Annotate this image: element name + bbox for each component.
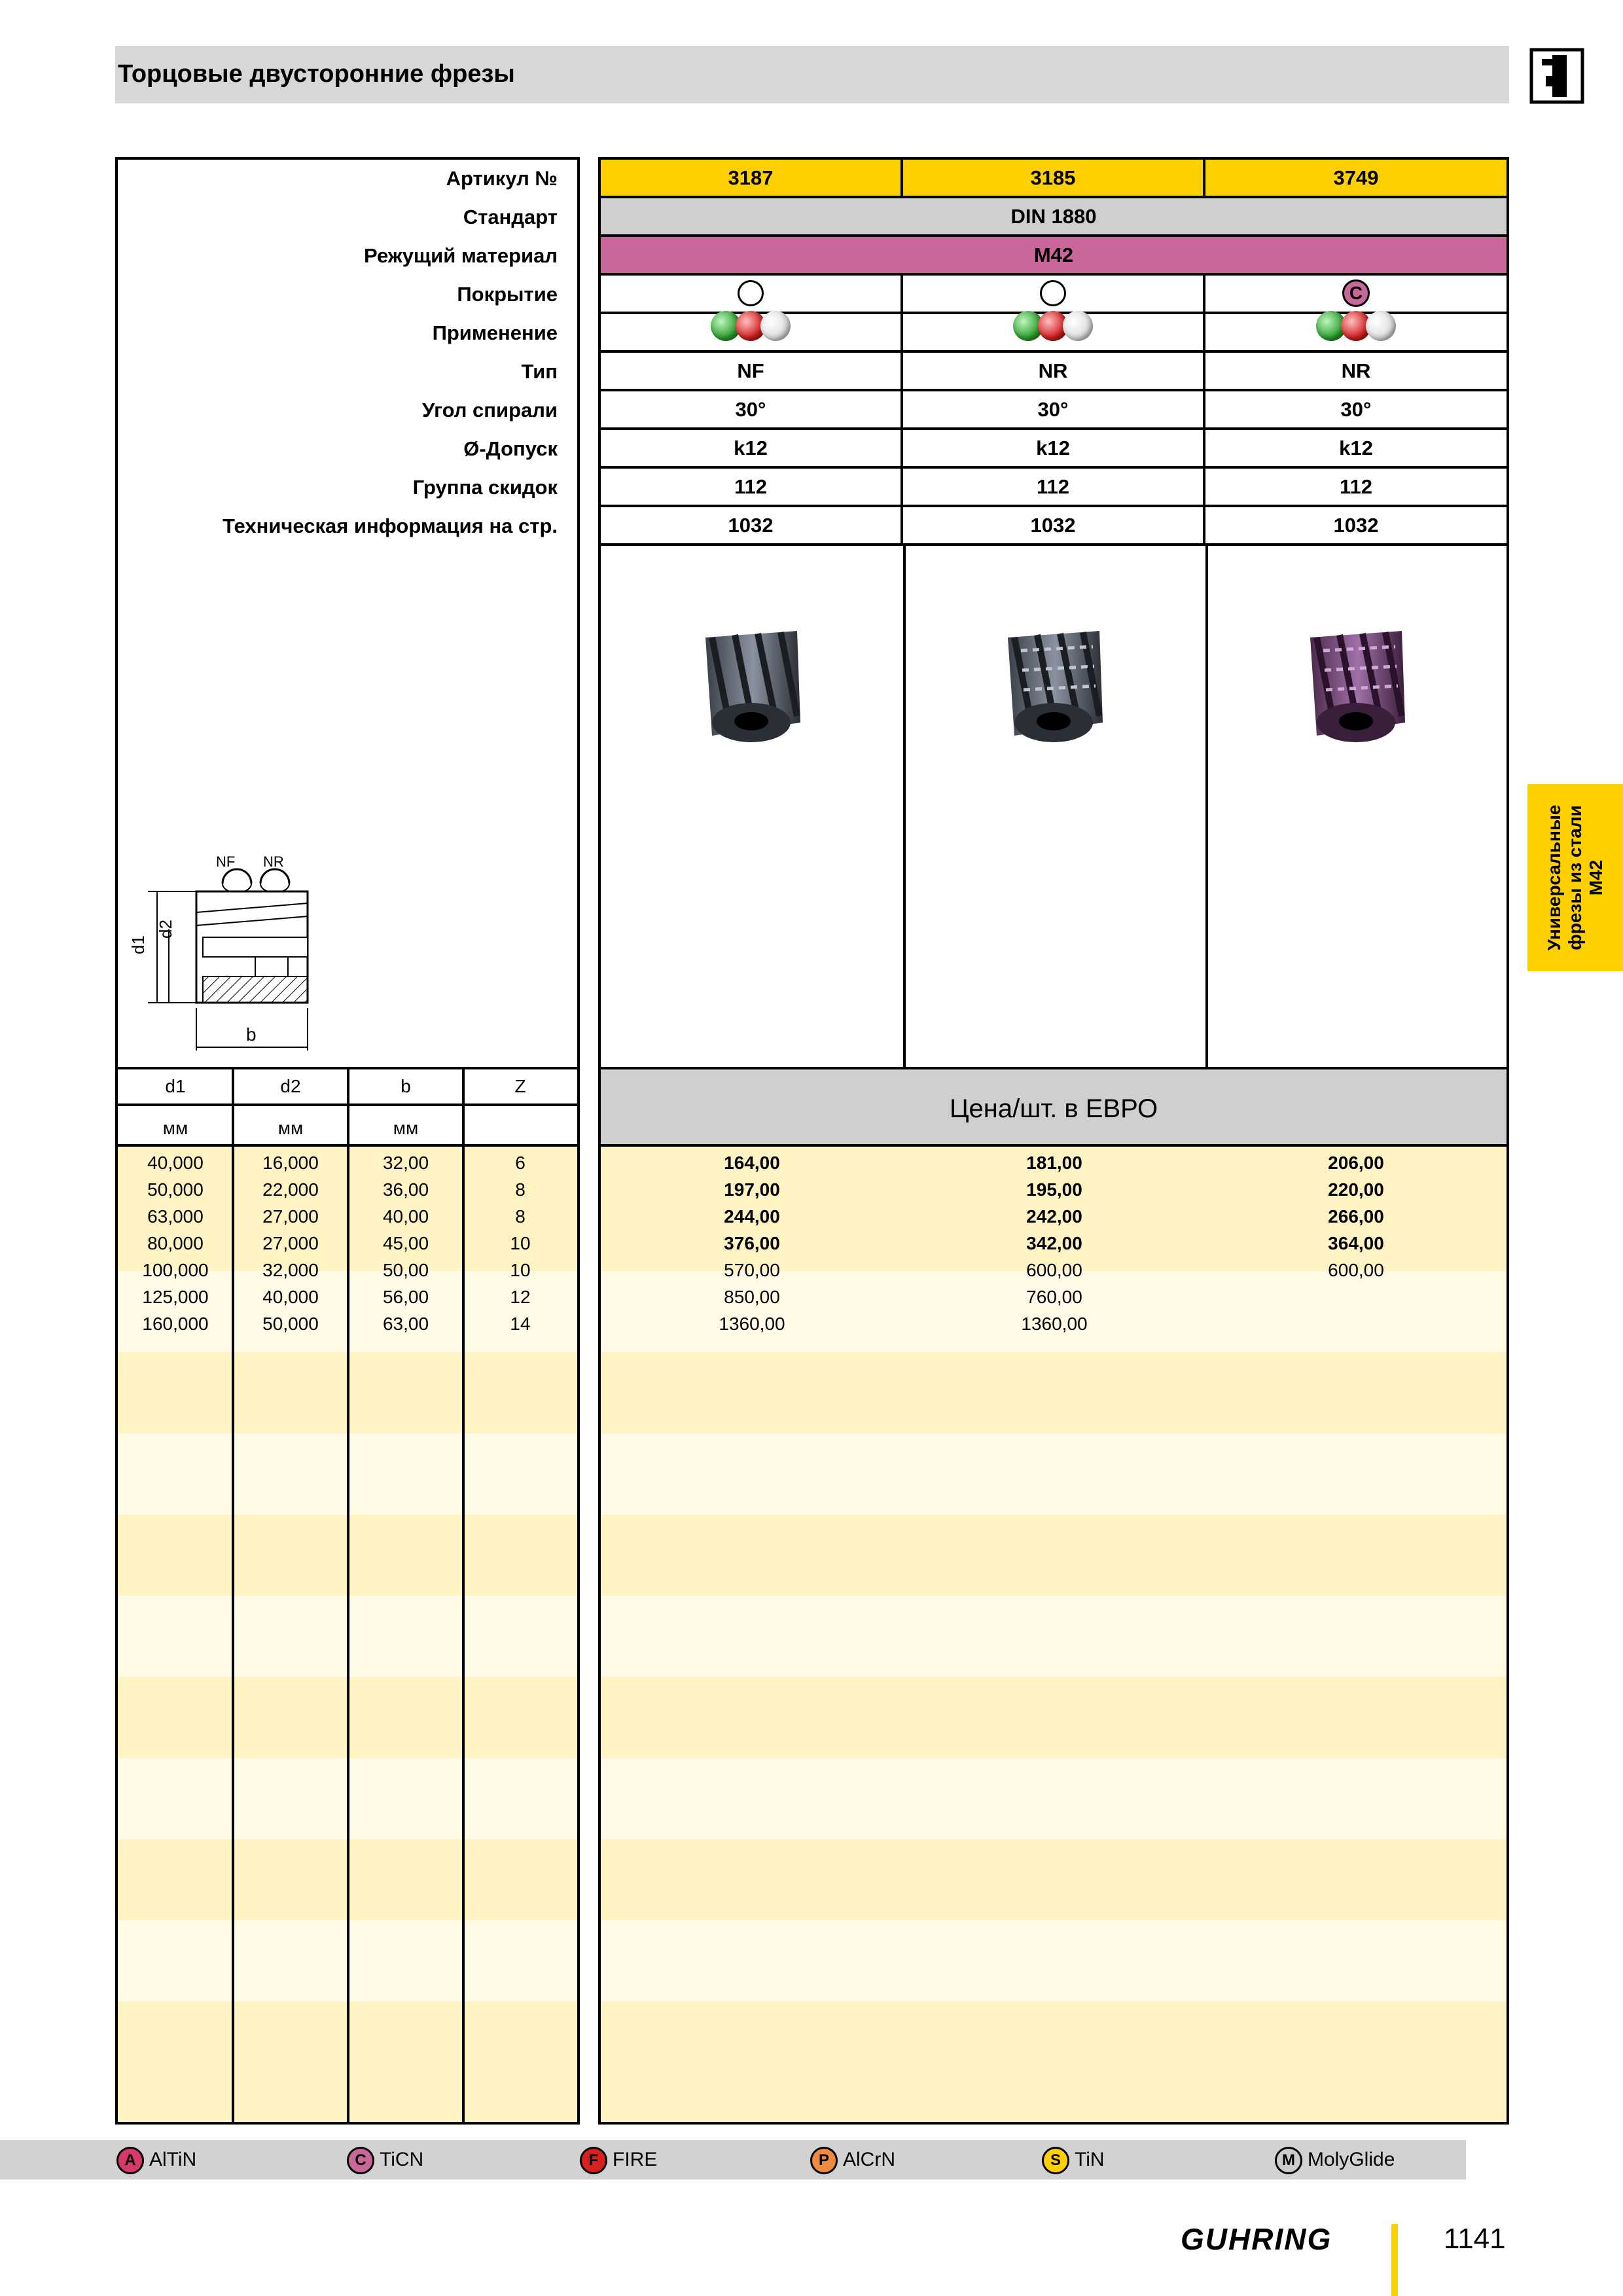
catalog-logo-icon bbox=[1529, 46, 1585, 105]
table-row: 164,00 181,00 206,00 bbox=[724, 1153, 1384, 1173]
label-tolerance: Ø-Допуск bbox=[463, 437, 558, 460]
helix-value: 30° bbox=[903, 391, 1205, 427]
label-application: Применение bbox=[432, 321, 558, 344]
diagram-d2-label: d2 bbox=[156, 920, 175, 939]
helix-value: 30° bbox=[601, 391, 903, 427]
table-row: 197,00 195,00 220,00 bbox=[724, 1179, 1384, 1200]
table-row: 850,00 760,00 bbox=[724, 1287, 1082, 1307]
fire-coating-icon: F bbox=[580, 2147, 607, 2174]
standard-row bbox=[601, 198, 1507, 237]
tech-page-value: 1032 bbox=[1333, 514, 1379, 537]
type-value: NF bbox=[601, 353, 903, 389]
uncoated-icon bbox=[738, 280, 764, 306]
legend-ticn: C TiCN bbox=[347, 2144, 423, 2176]
tolerance-value: k12 bbox=[601, 430, 903, 466]
dim-unit: мм bbox=[162, 1118, 188, 1138]
tin-coating-icon: S bbox=[1042, 2147, 1069, 2174]
tolerance-row bbox=[601, 430, 1507, 469]
material-value: M42 bbox=[1033, 243, 1074, 266]
dim-header-z: Z bbox=[514, 1076, 526, 1096]
ticn-coating-icon: C bbox=[1342, 279, 1370, 307]
material-row bbox=[601, 237, 1507, 276]
molyglide-coating-icon: M bbox=[1275, 2147, 1302, 2174]
side-tab-line: M42 bbox=[1586, 859, 1606, 896]
ticn-coating-icon: C bbox=[347, 2147, 374, 2174]
label-article: Артикул № bbox=[446, 167, 558, 190]
table-row: 244,00 242,00 266,00 bbox=[724, 1206, 1384, 1227]
price-header bbox=[601, 1069, 1507, 1147]
label-standard: Стандарт bbox=[463, 206, 558, 228]
table-row: 50,000 22,000 36,00 8 bbox=[147, 1179, 526, 1200]
application-row bbox=[601, 314, 1507, 353]
dim-unit: мм bbox=[277, 1118, 304, 1138]
label-coating: Покрытие bbox=[457, 283, 558, 306]
cutter-image-3749 bbox=[1291, 611, 1421, 755]
dim-header-b: b bbox=[401, 1076, 411, 1096]
legend-altin: A AlTiN bbox=[116, 2144, 196, 2176]
article-number: 3185 bbox=[903, 160, 1205, 196]
application-balls-icon bbox=[1316, 311, 1396, 352]
table-row: 80,000 27,000 45,00 10 bbox=[147, 1233, 531, 1253]
legend-fire: F FIRE bbox=[580, 2144, 657, 2176]
cutter-image-3185 bbox=[988, 611, 1119, 755]
discount-row bbox=[601, 469, 1507, 507]
table-row: 63,000 27,000 40,00 8 bbox=[147, 1206, 526, 1227]
price-header-label: Цена/шт. в ЕВРО bbox=[949, 1094, 1158, 1123]
article-panel bbox=[598, 157, 1509, 1069]
type-row bbox=[601, 353, 1507, 391]
side-tab-line: Универсальные bbox=[1544, 804, 1564, 951]
helix-value: 30° bbox=[1340, 398, 1372, 421]
dimension-table bbox=[115, 1069, 580, 2125]
side-tab-line: фрезы из стали bbox=[1565, 805, 1585, 950]
table-row: 40,000 16,000 32,00 6 bbox=[147, 1153, 526, 1173]
discount-value: 112 bbox=[1339, 475, 1372, 498]
diagram-nf-label: NF bbox=[216, 853, 236, 870]
discount-value: 112 bbox=[903, 469, 1205, 505]
price-table bbox=[598, 1069, 1509, 2125]
section-side-tab[interactable] bbox=[1527, 784, 1623, 971]
article-number: 3187 bbox=[601, 160, 903, 196]
diagram-d1-label: d1 bbox=[128, 935, 148, 954]
cutter-image-3187 bbox=[686, 611, 817, 755]
alcrn-coating-icon: P bbox=[810, 2147, 838, 2174]
application-balls-icon bbox=[711, 311, 791, 352]
table-row: 376,00 342,00 364,00 bbox=[724, 1233, 1384, 1253]
application-balls-icon bbox=[1013, 311, 1093, 352]
label-material: Режущий материал bbox=[364, 244, 558, 267]
dim-header-d2: d2 bbox=[280, 1076, 301, 1096]
table-row: 125,000 40,000 56,00 12 bbox=[142, 1287, 531, 1307]
uncoated-icon bbox=[1040, 280, 1066, 306]
article-number: 3749 bbox=[1333, 166, 1379, 189]
table-row: 160,000 50,000 63,00 14 bbox=[142, 1314, 531, 1334]
type-value: NR bbox=[903, 353, 1205, 389]
label-discount: Группа скидок bbox=[412, 476, 558, 499]
page-title: Торцовые двусторонние фрезы bbox=[118, 60, 515, 88]
brand-logo: GUHRING bbox=[1181, 2222, 1332, 2256]
tech-page-value: 1032 bbox=[903, 507, 1205, 543]
diagram-b-label: b bbox=[246, 1024, 257, 1045]
altin-coating-icon: A bbox=[116, 2147, 144, 2174]
tech-page-value: 1032 bbox=[601, 507, 903, 543]
legend-alcrn: P AlCrN bbox=[810, 2144, 895, 2176]
coating-row bbox=[601, 276, 1507, 314]
table-row: 1360,00 1360,00 bbox=[719, 1314, 1088, 1334]
page-title-bar bbox=[115, 46, 1509, 103]
coating-legend bbox=[0, 2140, 1466, 2179]
legend-tin: S TiN bbox=[1042, 2144, 1105, 2176]
tolerance-value: k12 bbox=[903, 430, 1205, 466]
cutter-dimension-diagram bbox=[124, 694, 432, 1060]
footer-divider bbox=[1391, 2224, 1398, 2296]
page-number: 1141 bbox=[1444, 2223, 1506, 2255]
tolerance-value: k12 bbox=[1339, 437, 1373, 459]
dim-header-d1: d1 bbox=[165, 1076, 186, 1096]
article-number-row bbox=[601, 160, 1507, 198]
label-helix: Угол спирали bbox=[421, 399, 558, 422]
type-value: NR bbox=[1341, 359, 1371, 382]
table-row: 100,000 32,000 50,00 10 bbox=[142, 1260, 531, 1280]
diagram-nr-label: NR bbox=[263, 853, 284, 870]
label-tech-info: Техническая информация на стр. bbox=[223, 514, 558, 537]
dim-unit: мм bbox=[393, 1118, 419, 1138]
table-row: 570,00 600,00 600,00 bbox=[724, 1260, 1384, 1280]
label-type: Тип bbox=[521, 360, 558, 383]
standard-value: DIN 1880 bbox=[1010, 205, 1097, 228]
helix-row bbox=[601, 391, 1507, 430]
legend-molyglide: M MolyGlide bbox=[1275, 2144, 1395, 2176]
tech-info-row bbox=[601, 507, 1507, 546]
discount-value: 112 bbox=[601, 469, 903, 505]
